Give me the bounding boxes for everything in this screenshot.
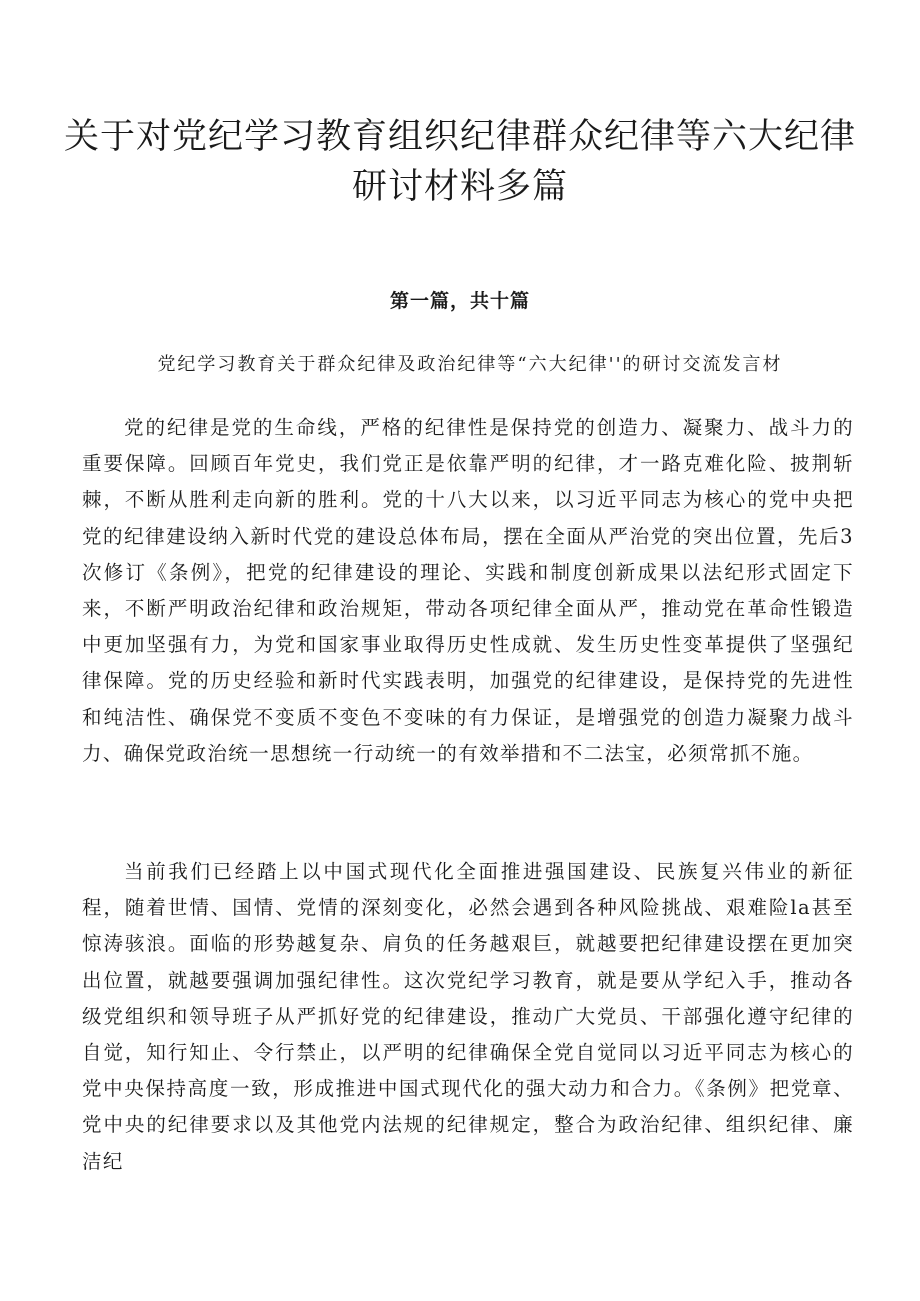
body-paragraph: 当前我们已经踏上以中国式现代化全面推进强国建设、民族复兴伟业的新征程，随着世情、国情、党情的深刻变化，必然会遇到各种风险挑战、艰难险la甚至惊涛骇浪。面临的形势越复杂、肩负的任务越艰巨，就越要把纪律建设摆在更加突出位置，就越要强调加强纪律性。这次党纪学习教育，就是要从学纪入手，推动各级党组织和领导班子从严抓好党的纪律建设，推动广大党员、干部强化遵守纪律的自觉，知行知止、令行禁止，以严明的纪律确保全党自觉同以习近平同志为核心的党中央保持高度一致，形成推进中国式现代化的强大动力和合力。《条例》把党章、党中央的纪律要求以及其他党内法规的纪律规定，整合为政治纪律、组织纪律、廉洁纪 — [82, 860, 854, 1173]
section-subtitle: 党纪学习教育关于群众纪律及政治纪律等“六大纪律''的研讨交流发言材 — [157, 354, 783, 375]
body-paragraph: 党的纪律是党的生命线，严格的纪律性是保持党的创造力、凝聚力、战斗力的重要保障。回顾百年党史，我们党正是依靠严明的纪律，才一路克难化险、披荆斩棘，不断从胜利走向新的胜利。党的十八大以来，以习近平同志为核心的党中央把党的纪律建设纳入新时代党的建设总体布局，摆在全面从严治党的突出位置，先后3次修订《条例》，把党的纪律建设的理论、实践和制度创新成果以法纪形式固定下来，不断严明政治纪律和政治规矩，带动各项纪律全面从严，推动党在革命性锻造中更加坚强有力，为党和国家事业取得历史性成就、发生历史性变革提供了坚强纪律保障。党的历史经验和新时代实践表明，加强党的纪律建设，是保持党的先进性和纯洁性、确保党不变质不变色不变味的有力保证，是增强党的创造力凝聚力战斗力、确保党政治统一思想统一行动统一的有效举措和不二法宝，必须常抓不施。 — [82, 416, 854, 765]
document-title: 关于对党纪学习教育组织纪律群众纪律等六大纪律研讨材料多篇 — [63, 117, 856, 207]
section-heading: 第一篇，共十篇 — [389, 290, 530, 312]
